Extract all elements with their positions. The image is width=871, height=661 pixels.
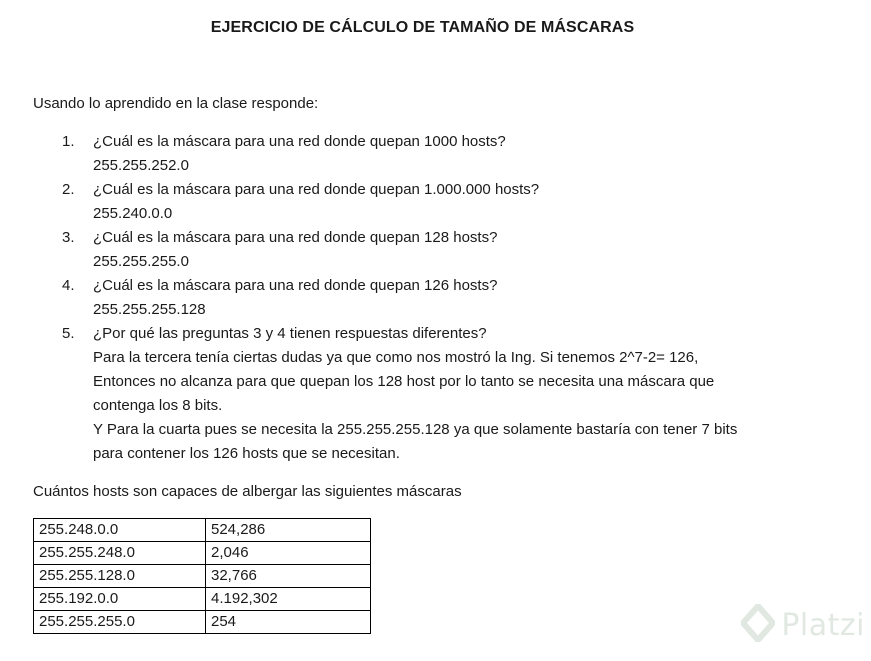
question-text: ¿Cuál es la máscara para una red donde quepan 1000 hosts? (93, 133, 506, 150)
answer-text: 255.255.255.128 (93, 301, 206, 318)
answer-text: 255.255.255.0 (93, 253, 189, 270)
mask-cell: 255.255.128.0 (34, 565, 206, 588)
answer-text: contenga los 8 bits. (93, 397, 223, 414)
hosts-cell: 524,286 (206, 519, 371, 542)
question-number: 4. (62, 277, 75, 294)
table-row (34, 588, 371, 611)
question-number: 5. (62, 325, 75, 342)
question-list (62, 130, 822, 466)
hosts-table (33, 518, 371, 634)
question-text: ¿Cuál es la máscara para una red donde quepan 1.000.000 hosts? (93, 181, 540, 198)
watermark-text: Platzi (781, 608, 865, 643)
mask-cell: 255.248.0.0 (34, 519, 206, 542)
hosts-cell: 4.192,302 (206, 588, 371, 611)
hosts-cell: 32,766 (206, 565, 371, 588)
answer-text: Entonces no alcanza para que quepan los 128 host por lo tanto se necesita una máscara que (93, 373, 715, 390)
hosts-table-intro: Cuántos hosts son capaces de albergar las siguientes máscaras (33, 483, 462, 500)
table-row (34, 519, 371, 542)
answer-text: Para la tercera tenía ciertas dudas ya que como nos mostró la Ing. Si tenemos 2^7-2= 126, (93, 349, 699, 366)
mask-cell: 255.192.0.0 (34, 588, 206, 611)
platzi-logo-icon (741, 604, 775, 647)
question-number: 2. (62, 181, 75, 198)
question-text: ¿Cuál es la máscara para una red donde quepan 126 hosts? (93, 277, 498, 294)
question-number: 3. (62, 229, 75, 246)
list-item (62, 226, 822, 274)
hosts-cell: 2,046 (206, 542, 371, 565)
table-row (34, 565, 371, 588)
hosts-cell: 254 (206, 611, 371, 634)
list-item (62, 274, 822, 322)
table-row (34, 542, 371, 565)
mask-cell: 255.255.248.0 (34, 542, 206, 565)
answer-text: 255.240.0.0 (93, 205, 173, 222)
platzi-watermark (741, 604, 865, 647)
answer-text: Y Para la cuarta pues se necesita la 255.255.255.128 ya que solamente bastaría con tener 7 bits (93, 421, 738, 438)
page-title: EJERCICIO DE CÁLCULO DE TAMAÑO DE MÁSCARAS (210, 19, 635, 36)
list-item (62, 322, 822, 466)
question-number: 1. (62, 133, 75, 150)
list-item (62, 130, 822, 178)
question-text: ¿Cuál es la máscara para una red donde quepan 128 hosts? (93, 229, 498, 246)
question-text: ¿Por qué las preguntas 3 y 4 tienen respuestas diferentes? (93, 325, 487, 342)
answer-text: para contener los 126 hosts que se necesitan. (93, 445, 400, 462)
table-row (34, 611, 371, 634)
intro-text: Usando lo aprendido en la clase responde: (33, 95, 319, 112)
list-item (62, 178, 822, 226)
mask-cell: 255.255.255.0 (34, 611, 206, 634)
answer-text: 255.255.252.0 (93, 157, 189, 174)
